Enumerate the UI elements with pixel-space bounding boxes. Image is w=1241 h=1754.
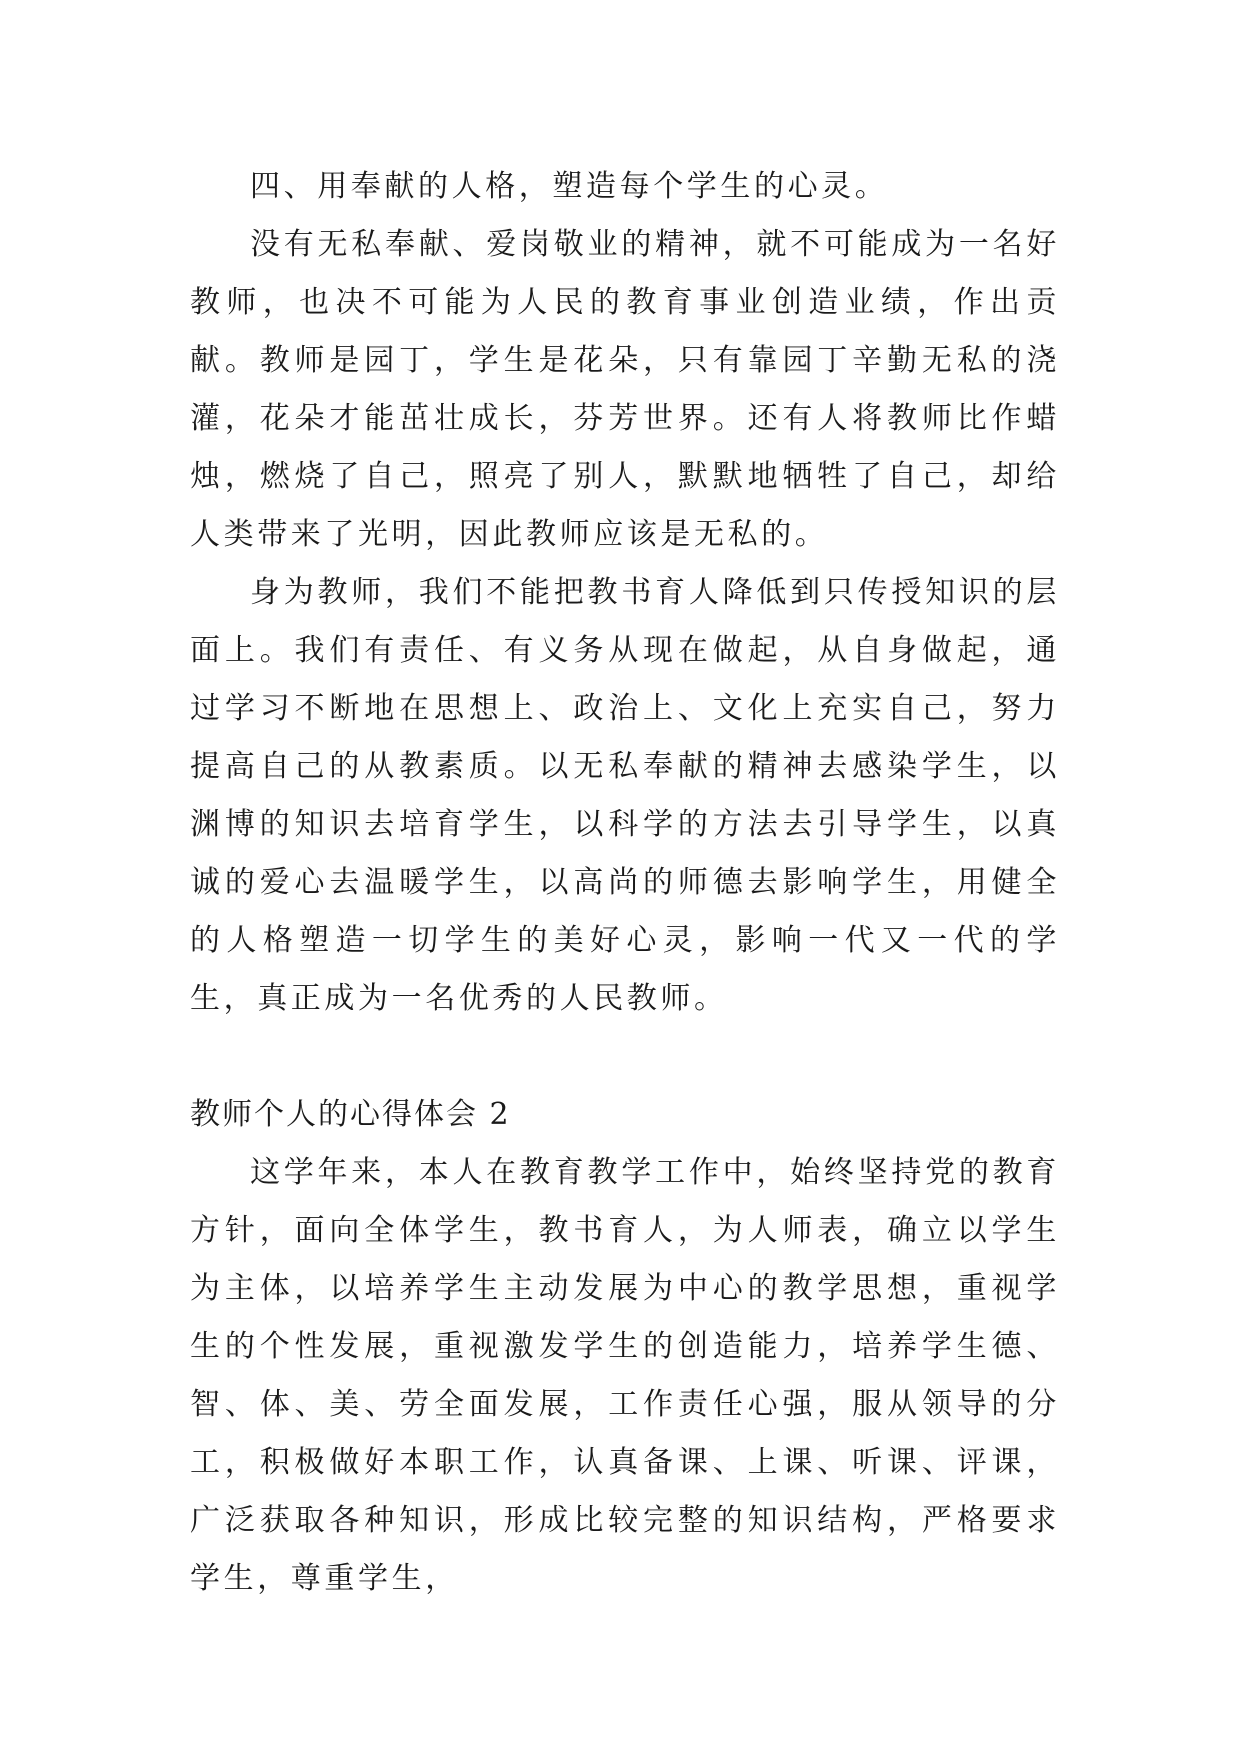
section-gap (190, 1028, 1060, 1086)
paragraph-as-teachers: 身为教师，我们不能把教书育人降低到只传授知识的层面上。我们有责任、有义务从现在做起，从自身做起，通过学习不断地在思想上、政治上、文化上充实自己，努力提高自己的从教素质。以无私奉献的精神去感染学生，以渊博的知识去培育学生，以科学的方法去引导学生，以真诚的爱心去温暖学生，以高尚的师德去影响学生，用健全的人格塑造一切学生的美好心灵，影响一代又一代的学生，真正成为一名优秀的人民教师。 (190, 575, 1060, 1016)
document-body (190, 158, 1060, 1608)
section-heading-four: 四、用奉献的人格，塑造每个学生的心灵。 (250, 169, 889, 204)
paragraph-selfless-devotion: 没有无私奉献、爱岗敬业的精神，就不可能成为一名好教师，也决不可能为人民的教育事业创造业绩，作出贡献。教师是园丁，学生是花朵，只有靠园丁辛勤无私的浇灌，花朵才能茁壮成长，芬芳世界。还有人将教师比作蜡烛，燃烧了自己，照亮了别人，默默地牺牲了自己，却给人类带来了光明，因此教师应该是无私的。 (190, 227, 1060, 552)
paragraph-this-school-year: 这学年来，本人在教育教学工作中，始终坚持党的教育方针，面向全体学生，教书育人，为人师表，确立以学生为主体，以培养学生主动发展为中心的教学思想，重视学生的个性发展，重视激发学生的创造能力，培养学生德、智、体、美、劳全面发展，工作责任心强，服从领导的分工，积极做好本职工作，认真备课、上课、听课、评课，广泛获取各种知识，形成比较完整的知识结构，严格要求学生，尊重学生， (190, 1155, 1060, 1596)
article-title-2: 教师个人的心得体会 2 (190, 1097, 511, 1132)
